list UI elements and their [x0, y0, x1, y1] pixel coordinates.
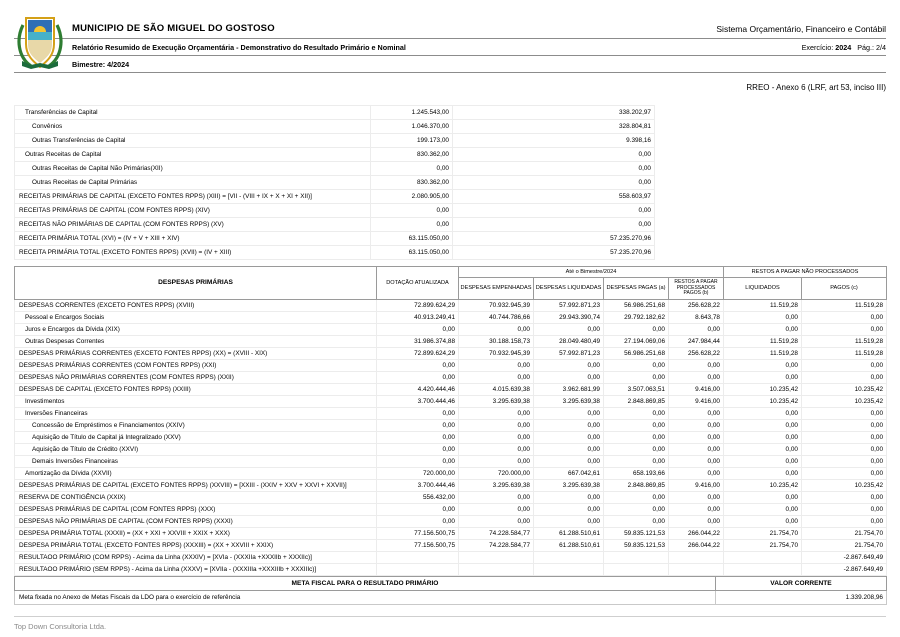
row-value: 21.754,70: [724, 527, 802, 539]
row-value: [724, 563, 802, 575]
row-value: 0,00: [604, 503, 669, 515]
col-header-restos-processados-pagos: RESTOS A PAGAR PROCESSADOS PAGOS (b): [669, 278, 724, 300]
row-value: 0,00: [604, 371, 669, 383]
row-value: [604, 563, 669, 575]
row-value: 0,00: [459, 407, 534, 419]
row-value: [669, 551, 724, 563]
receitas-row: [15, 176, 655, 190]
row-value: 4.015.639,38: [459, 383, 534, 395]
row-value: 0,00: [459, 515, 534, 527]
row-value: 0,00: [377, 371, 459, 383]
row-value: 0,00: [453, 218, 655, 232]
vendor-name: Top Down Consultoria Ltda.: [14, 622, 107, 631]
row-value: 63.115.050,00: [371, 246, 453, 260]
row-label: DESPESAS PRIMÁRIAS CORRENTES (EXCETO FONTES RPPS) (XX) = (XVIII - XIX): [15, 347, 377, 359]
row-value: 0,00: [604, 359, 669, 371]
row-value: 0,00: [534, 515, 604, 527]
row-value: 0,00: [802, 419, 887, 431]
row-value: 77.156.500,75: [377, 527, 459, 539]
row-value: -2.867.649,49: [802, 551, 887, 563]
row-value: 0,00: [534, 443, 604, 455]
row-label: RESERVA DE CONTIGÊNCIA (XXIX): [15, 491, 377, 503]
col-header-dotacao-atualizada: DOTAÇÃO ATUALIZADA: [377, 267, 459, 300]
row-value: 30.188.158,73: [459, 335, 534, 347]
row-value: 0,00: [377, 515, 459, 527]
row-value: 59.835.121,53: [604, 539, 669, 551]
row-value: 10.235,42: [724, 383, 802, 395]
row-label: Concessão de Empréstimos e Financiamentos (XXIV): [15, 419, 377, 431]
row-value: 0,00: [453, 176, 655, 190]
receitas-row: [15, 218, 655, 232]
system-name: Sistema Orçamentário, Financeiro e Contábil: [716, 24, 886, 34]
row-value: 0,00: [371, 204, 453, 218]
row-value: 3.700.444,46: [377, 479, 459, 491]
despesas-row: [15, 443, 887, 455]
despesas-row: [15, 311, 887, 323]
despesas-row: [15, 503, 887, 515]
row-value: 0,00: [459, 419, 534, 431]
row-label: DESPESAS NÃO PRIMÁRIAS DE CAPITAL (COM FONTES RPPS) (XXXI): [15, 515, 377, 527]
row-value: 830.362,00: [371, 176, 453, 190]
row-value: 0,00: [669, 443, 724, 455]
row-value: 0,00: [669, 455, 724, 467]
exercise-label: Exercício:: [801, 43, 834, 52]
despesas-row: [15, 563, 887, 575]
row-value: 0,00: [669, 323, 724, 335]
row-value: 0,00: [724, 419, 802, 431]
row-value: 658.193,66: [604, 467, 669, 479]
row-label: RECEITAS PRIMÁRIAS DE CAPITAL (EXCETO FONTES RPPS) (XIII) = [VII - (VIII + IX + X + XI + XII)]: [15, 190, 371, 204]
despesas-row: [15, 299, 887, 311]
row-value: 10.235,42: [802, 395, 887, 407]
row-value: 0,00: [453, 148, 655, 162]
municipality-name: MUNICIPIO DE SÃO MIGUEL DO GOSTOSO: [72, 23, 275, 34]
row-value: 74.228.584,77: [459, 539, 534, 551]
row-value: 0,00: [377, 419, 459, 431]
row-label: DESPESAS CORRENTES (EXCETO FONTES RPPS) (XVIII): [15, 299, 377, 311]
receitas-table-body: [15, 106, 655, 260]
row-value: -2.867.649,49: [802, 563, 887, 575]
row-value: 0,00: [534, 419, 604, 431]
row-value: 0,00: [459, 359, 534, 371]
row-value: 199.173,00: [371, 134, 453, 148]
row-value: 0,00: [724, 359, 802, 371]
row-value: 56.986.251,68: [604, 299, 669, 311]
row-value: 3.295.639,38: [459, 395, 534, 407]
row-value: 0,00: [802, 491, 887, 503]
row-label: Outras Receitas de Capital: [15, 148, 371, 162]
row-label: Aquisição de Título de Crédito (XXVI): [15, 443, 377, 455]
row-value: 29.792.182,62: [604, 311, 669, 323]
row-value: 0,00: [669, 503, 724, 515]
row-value: 0,00: [669, 515, 724, 527]
despesas-row: [15, 347, 887, 359]
row-value: 56.986.251,68: [604, 347, 669, 359]
row-value: 74.228.584,77: [459, 527, 534, 539]
row-value: [534, 551, 604, 563]
row-value: 11.519,28: [802, 299, 887, 311]
row-value: 0,00: [802, 467, 887, 479]
row-value: 0,00: [604, 431, 669, 443]
row-value: 0,00: [453, 204, 655, 218]
row-value: 11.519,28: [802, 347, 887, 359]
row-value: 0,00: [459, 323, 534, 335]
despesas-row: [15, 551, 887, 563]
row-value: 31.986.374,88: [377, 335, 459, 347]
row-value: 0,00: [377, 455, 459, 467]
row-value: 8.643,78: [669, 311, 724, 323]
row-value: 0,00: [604, 407, 669, 419]
receitas-row: [15, 120, 655, 134]
bimester-label: Bimestre: 4/2024: [72, 60, 130, 69]
meta-fiscal-header-row: [15, 576, 887, 590]
row-value: 256.628,22: [669, 347, 724, 359]
despesas-row: [15, 383, 887, 395]
row-value: 70.932.945,39: [459, 299, 534, 311]
row-value: 720.000,00: [377, 467, 459, 479]
row-value: 0,00: [604, 419, 669, 431]
row-value: 0,00: [724, 491, 802, 503]
row-value: 720.000,00: [459, 467, 534, 479]
meta-fiscal-table: [14, 576, 887, 605]
row-value: [459, 551, 534, 563]
row-value: 0,00: [371, 218, 453, 232]
row-value: 1.046.370,00: [371, 120, 453, 134]
row-label: RECEITAS PRIMÁRIAS DE CAPITAL (COM FONTES RPPS) (XIV): [15, 204, 371, 218]
row-value: 21.754,70: [802, 527, 887, 539]
row-value: 830.362,00: [371, 148, 453, 162]
row-value: 0,00: [724, 443, 802, 455]
row-value: 3.295.639,38: [534, 479, 604, 491]
header-row-2: [14, 39, 886, 56]
exercise-page-info: [802, 43, 886, 52]
meta-fiscal-data-row: [15, 590, 887, 604]
row-value: 9.416,00: [669, 395, 724, 407]
row-value: 3.962.681,99: [534, 383, 604, 395]
row-value: [459, 563, 534, 575]
despesas-row: [15, 323, 887, 335]
row-value: 0,00: [669, 407, 724, 419]
row-value: 0,00: [534, 359, 604, 371]
row-value: 10.235,42: [724, 479, 802, 491]
row-value: 0,00: [802, 515, 887, 527]
receitas-row: [15, 232, 655, 246]
row-value: 4.420.444,46: [377, 383, 459, 395]
row-value: 0,00: [459, 455, 534, 467]
row-value: 0,00: [604, 323, 669, 335]
row-value: 0,00: [669, 359, 724, 371]
row-value: 558.603,97: [453, 190, 655, 204]
row-value: 0,00: [669, 371, 724, 383]
row-value: 0,00: [534, 407, 604, 419]
despesas-row: [15, 335, 887, 347]
row-value: 0,00: [459, 491, 534, 503]
receitas-capital-table: [14, 105, 655, 260]
receitas-row: [15, 106, 655, 120]
row-value: 28.049.480,49: [534, 335, 604, 347]
row-value: 3.295.639,38: [459, 479, 534, 491]
despesas-table-body: [15, 299, 887, 575]
row-value: 2.080.905,00: [371, 190, 453, 204]
row-value: 10.235,42: [802, 383, 887, 395]
row-value: 61.288.510,61: [534, 539, 604, 551]
row-value: 0,00: [669, 491, 724, 503]
row-value: 667.042,61: [534, 467, 604, 479]
receitas-row: [15, 190, 655, 204]
row-value: 0,00: [534, 503, 604, 515]
exercise-value: 2024: [835, 43, 852, 52]
row-value: 11.519,28: [724, 347, 802, 359]
row-label: Convênios: [15, 120, 371, 134]
row-value: 3.507.063,51: [604, 383, 669, 395]
header-row-1: [14, 12, 886, 39]
row-value: 0,00: [802, 359, 887, 371]
row-value: 0,00: [724, 503, 802, 515]
row-value: 2.848.869,85: [604, 479, 669, 491]
row-label: DESPESAS DE CAPITAL (EXCETO FONTES RPPS) (XXIII): [15, 383, 377, 395]
row-value: 11.519,28: [724, 335, 802, 347]
col-header-pagas: DESPESAS PAGAS (a): [604, 278, 669, 300]
despesas-row: [15, 479, 887, 491]
row-value: 9.416,00: [669, 383, 724, 395]
row-value: 328.804,81: [453, 120, 655, 134]
receitas-row: [15, 148, 655, 162]
row-value: 9.416,00: [669, 479, 724, 491]
row-value: 1.245.543,00: [371, 106, 453, 120]
row-value: [534, 563, 604, 575]
row-label: Outras Receitas de Capital Primárias: [15, 176, 371, 190]
row-value: 0,00: [604, 515, 669, 527]
row-value: 0,00: [724, 323, 802, 335]
receitas-row: [15, 134, 655, 148]
row-value: 0,00: [459, 503, 534, 515]
row-label: Outras Receitas de Capital Não Primárias(XII): [15, 162, 371, 176]
row-value: 9.398,16: [453, 134, 655, 148]
row-value: 11.519,28: [724, 299, 802, 311]
col-group-restos-nao-processados: RESTOS A PAGAR NÃO PROCESSADOS: [724, 267, 887, 278]
row-value: 0,00: [724, 311, 802, 323]
page-value: 2/4: [876, 43, 886, 52]
col-header-pagos: PAGOS (c): [802, 278, 887, 300]
receitas-row: [15, 246, 655, 260]
row-label: RECEITA PRIMÁRIA TOTAL (EXCETO FONTES RPPS) (XVII) = (IV + XIII): [15, 246, 371, 260]
row-label: DESPESA PRIMÁRIA TOTAL (EXCETO FONTES RPPS) (XXXIII) = (XX + XXVIII + XXIX): [15, 539, 377, 551]
row-value: 256.628,22: [669, 299, 724, 311]
row-label: Outras Transferências de Capital: [15, 134, 371, 148]
row-value: 40.913.249,41: [377, 311, 459, 323]
row-value: 0,00: [534, 323, 604, 335]
row-value: 556.432,00: [377, 491, 459, 503]
despesas-row: [15, 359, 887, 371]
header-row-3: [14, 56, 886, 73]
despesas-row: [15, 371, 887, 383]
row-value: 0,00: [459, 431, 534, 443]
col-header-despesas-primarias: DESPESAS PRIMÁRIAS: [15, 267, 377, 300]
row-value: 57.235.270,96: [453, 232, 655, 246]
row-label: Juros e Encargos da Dívida (XIX): [15, 323, 377, 335]
despesas-row: [15, 491, 887, 503]
row-value: 0,00: [377, 323, 459, 335]
report-header: [14, 12, 886, 73]
row-value: 0,00: [802, 431, 887, 443]
row-value: 0,00: [377, 359, 459, 371]
page-label: Pág.:: [857, 43, 874, 52]
annex-reference: RREO - Anexo 6 (LRF, art 53, inciso III): [746, 83, 886, 92]
row-value: 0,00: [377, 503, 459, 515]
row-value: 0,00: [802, 443, 887, 455]
despesas-row: [15, 395, 887, 407]
despesas-table-header: [15, 267, 887, 300]
meta-row-label: Meta fixada no Anexo de Metas Fiscais da LDO para o exercício de referência: [15, 590, 716, 604]
col-header-liquidadas: DESPESAS LIQUIDADAS: [534, 278, 604, 300]
row-label: Outras Despesas Correntes: [15, 335, 377, 347]
row-value: 59.835.121,53: [604, 527, 669, 539]
row-value: 0,00: [724, 455, 802, 467]
col-header-empenhadas: DESPESAS EMPENHADAS: [459, 278, 534, 300]
row-label: DESPESAS PRIMÁRIAS DE CAPITAL (COM FONTES RPPS) (XXX): [15, 503, 377, 515]
despesas-row: [15, 467, 887, 479]
row-value: 247.984,44: [669, 335, 724, 347]
row-value: 338.202,97: [453, 106, 655, 120]
row-label: DESPESAS PRIMÁRIAS CORRENTES (COM FONTES RPPS) (XXI): [15, 359, 377, 371]
row-value: 57.235.270,96: [453, 246, 655, 260]
row-value: [377, 551, 459, 563]
row-value: 0,00: [724, 515, 802, 527]
row-value: 0,00: [604, 443, 669, 455]
row-label: Investimentos: [15, 395, 377, 407]
row-value: 27.194.069,06: [604, 335, 669, 347]
row-label: RECEITA PRIMÁRIA TOTAL (XVI) = (IV + V + XIII + XIV): [15, 232, 371, 246]
meta-fiscal-title: META FISCAL PARA O RESULTADO PRIMÁRIO: [15, 576, 716, 590]
row-value: 266.044,22: [669, 527, 724, 539]
row-value: [669, 563, 724, 575]
row-label: RESULTAOO PRIMÁRIO (COM RPPS) - Acima da Linha (XXXIV) = [XVIa - (XXXIIa +XXXIIb + XXXIIc)]: [15, 551, 377, 563]
row-value: 21.754,70: [724, 539, 802, 551]
despesas-row: [15, 407, 887, 419]
col-header-liquidados: LIQUIDADOS: [724, 278, 802, 300]
row-value: 72.899.624,29: [377, 299, 459, 311]
row-value: 0,00: [459, 443, 534, 455]
row-value: [604, 551, 669, 563]
valor-corrente-header: VALOR CORRENTE: [716, 576, 887, 590]
municipality-crest-logo: [16, 13, 64, 71]
row-value: 0,00: [724, 371, 802, 383]
despesas-row: [15, 431, 887, 443]
row-value: 29.943.390,74: [534, 311, 604, 323]
row-value: 11.519,28: [802, 335, 887, 347]
row-value: 3.700.444,46: [377, 395, 459, 407]
receitas-row: [15, 204, 655, 218]
row-value: 0,00: [377, 407, 459, 419]
row-value: 63.115.050,00: [371, 232, 453, 246]
row-value: 0,00: [802, 455, 887, 467]
row-value: 0,00: [669, 419, 724, 431]
row-value: 0,00: [377, 431, 459, 443]
vendor-footer: [14, 616, 886, 631]
row-value: [377, 563, 459, 575]
row-label: RESULTAOO PRIMÁRIO (SEM RPPS) - Acima da Linha (XXXV) = [XVIIa - (XXXIIIa +XXXIIIb + XXXIIIc)]: [15, 563, 377, 575]
row-value: 40.744.786,66: [459, 311, 534, 323]
row-label: Pessoal e Encargos Sociais: [15, 311, 377, 323]
row-label: Demais Inversões Financeiras: [15, 455, 377, 467]
despesas-row: [15, 419, 887, 431]
row-value: 21.754,70: [802, 539, 887, 551]
row-value: 61.288.510,61: [534, 527, 604, 539]
row-value: [724, 551, 802, 563]
row-label: Inversões Financeiras: [15, 407, 377, 419]
crest-icon: [16, 13, 64, 71]
row-label: Amortização da Dívida (XXVII): [15, 467, 377, 479]
despesas-row: [15, 527, 887, 539]
row-value: 0,00: [534, 431, 604, 443]
meta-row-value: 1.339.208,96: [716, 590, 887, 604]
row-value: 10.235,42: [802, 479, 887, 491]
row-value: 70.932.945,39: [459, 347, 534, 359]
row-value: 0,00: [604, 491, 669, 503]
despesas-primarias-table: [14, 266, 887, 576]
row-value: 0,00: [802, 323, 887, 335]
row-value: 0,00: [724, 407, 802, 419]
row-value: 0,00: [534, 491, 604, 503]
row-value: 72.899.624,29: [377, 347, 459, 359]
row-value: 0,00: [724, 431, 802, 443]
row-label: RECEITAS NÃO PRIMÁRIAS DE CAPITAL (COM FONTES RPPS) (XV): [15, 218, 371, 232]
row-value: 0,00: [371, 162, 453, 176]
row-value: 0,00: [534, 455, 604, 467]
row-value: 3.295.639,38: [534, 395, 604, 407]
row-value: 57.992.871,23: [534, 299, 604, 311]
row-value: 2.848.869,85: [604, 395, 669, 407]
row-value: 77.156.500,75: [377, 539, 459, 551]
row-label: DESPESA PRIMÁRIA TOTAL (XXXII) = (XX + XXI + XXVIII + XXIX + XXX): [15, 527, 377, 539]
row-value: 10.235,42: [724, 395, 802, 407]
row-value: 0,00: [453, 162, 655, 176]
row-value: 0,00: [724, 467, 802, 479]
col-group-ate-bimestre: Até o Bimestre/2024: [459, 267, 724, 278]
row-value: 57.992.871,23: [534, 347, 604, 359]
row-value: 0,00: [802, 407, 887, 419]
row-value: 0,00: [534, 371, 604, 383]
receitas-row: [15, 162, 655, 176]
despesas-row: [15, 455, 887, 467]
row-label: Transferências de Capital: [15, 106, 371, 120]
row-label: DESPESAS NÃO PRIMÁRIAS CORRENTES (COM FONTES RPPS) (XXII): [15, 371, 377, 383]
despesas-row: [15, 539, 887, 551]
row-value: 0,00: [802, 311, 887, 323]
row-value: 0,00: [377, 443, 459, 455]
despesas-row: [15, 515, 887, 527]
row-value: 0,00: [669, 431, 724, 443]
row-value: 0,00: [802, 371, 887, 383]
row-label: DESPESAS PRIMÁRIAS DE CAPITAL (EXCETO FONTES RPPS) (XXVIII) = [XXIII - (XXIV + XXV + XXVI + XXVII)]: [15, 479, 377, 491]
row-value: 0,00: [604, 455, 669, 467]
row-value: 0,00: [669, 467, 724, 479]
row-value: 0,00: [802, 503, 887, 515]
row-value: 0,00: [459, 371, 534, 383]
row-label: Aquisição de Título de Capital já Integralizado (XXV): [15, 431, 377, 443]
report-title: Relatório Resumido de Execução Orçamentária - Demonstrativo do Resultado Primário e Nominal: [72, 43, 406, 52]
row-value: 266.044,22: [669, 539, 724, 551]
